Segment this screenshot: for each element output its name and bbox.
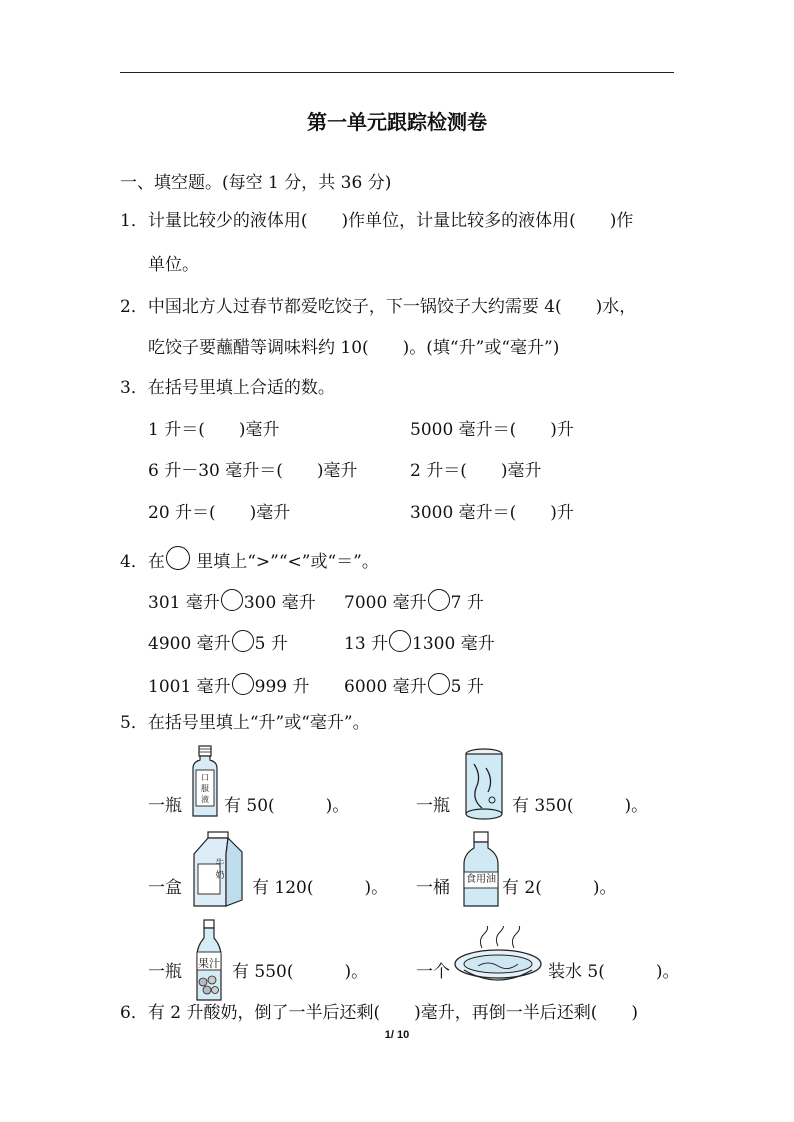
compare-circle-icon[interactable] <box>232 630 254 652</box>
q6-line1: 6．有 2 升酸奶，倒了一半后还剩( )毫升，再倒一半后还剩( ) <box>120 1003 638 1023</box>
q4-left: 13 升 <box>344 634 389 654</box>
q4-item <box>344 630 495 655</box>
q1-line2: 单位。 <box>148 255 199 275</box>
q4-item <box>148 589 316 614</box>
carton-label: 牛奶 <box>215 859 225 881</box>
q4-right: 999 升 <box>254 677 310 697</box>
q4-prompt-before: 4．在 <box>120 552 165 572</box>
q5-text: 有 120( )。 <box>252 878 389 898</box>
q4-right: 300 毫升 <box>243 593 316 613</box>
q4-left: 7000 毫升 <box>344 593 427 613</box>
q5-text: 有 50( )。 <box>224 796 350 816</box>
q4-left: 1001 毫升 <box>148 677 231 697</box>
q1-line1: 1．计量比较少的液体用( )作单位，计量比较多的液体用( )作 <box>120 211 634 231</box>
q5-text: 有 350( )。 <box>512 796 649 816</box>
q5-measure: 一瓶 <box>416 796 450 816</box>
q5-measure: 一个 <box>416 962 450 982</box>
q4-item <box>148 630 288 655</box>
q4-left: 4900 毫升 <box>148 634 231 654</box>
soda-can-icon <box>462 746 506 822</box>
q4-prompt <box>120 546 379 573</box>
q5-measure: 一瓶 <box>148 962 182 982</box>
q3-item: 3000 毫升＝( )升 <box>410 503 574 523</box>
oil-bottle-icon <box>460 830 502 910</box>
q4-right: 7 升 <box>450 593 484 613</box>
q3-item: 6 升－30 毫升＝( )毫升 <box>148 461 358 481</box>
compare-circle-icon[interactable] <box>428 673 450 695</box>
q4-left: 301 毫升 <box>148 593 220 613</box>
page-number: 1/ 10 <box>384 1029 410 1041</box>
header-rule <box>120 72 674 73</box>
q3-item: 20 升＝( )毫升 <box>148 503 291 523</box>
q3-item: 5000 毫升＝( )升 <box>410 420 574 440</box>
basin-icon <box>452 926 544 992</box>
section-header: 一、填空题。(每空 1 分，共 36 分) <box>120 173 392 193</box>
q5-prompt: 5．在括号里填上“升”或“毫升”。 <box>120 713 370 733</box>
page-title: 第一单元跟踪检测卷 <box>307 110 487 134</box>
circle-icon <box>166 546 190 570</box>
compare-circle-icon[interactable] <box>428 589 450 611</box>
q5-text: 有 2( )。 <box>502 878 617 898</box>
q2-line2: 吃饺子要蘸醋等调味料约 10( )。(填“升”或“毫升”) <box>148 338 560 358</box>
q2-line1: 2．中国北方人过春节都爱吃饺子，下一锅饺子大约需要 4( )水， <box>120 297 637 317</box>
q5-measure: 一盒 <box>148 878 182 898</box>
compare-circle-icon[interactable] <box>221 589 243 611</box>
q5-text: 有 550( )。 <box>232 962 369 982</box>
q3-item: 1 升＝( )毫升 <box>148 420 280 440</box>
q5-measure: 一瓶 <box>148 796 182 816</box>
q4-item <box>344 589 484 614</box>
q4-left: 6000 毫升 <box>344 677 427 697</box>
q4-right: 5 升 <box>450 677 484 697</box>
q4-item <box>148 673 310 698</box>
compare-circle-icon[interactable] <box>389 630 411 652</box>
q4-right: 5 升 <box>254 634 288 654</box>
q5-measure: 一桶 <box>416 878 450 898</box>
q3-prompt: 3．在括号里填上合适的数。 <box>120 378 335 398</box>
q4-prompt-after: 里填上“>”“<”或“＝”。 <box>196 552 379 572</box>
q4-right: 1300 毫升 <box>412 634 495 654</box>
juice-label: 果汁 <box>198 957 220 970</box>
q4-item <box>344 673 484 698</box>
q5-text: 装水 5( )。 <box>548 962 680 982</box>
compare-circle-icon[interactable] <box>232 673 254 695</box>
q3-item: 2 升＝( )毫升 <box>410 461 542 481</box>
oil-label: 食用油 <box>466 874 496 885</box>
bottle-label: 口服液 <box>201 773 209 804</box>
